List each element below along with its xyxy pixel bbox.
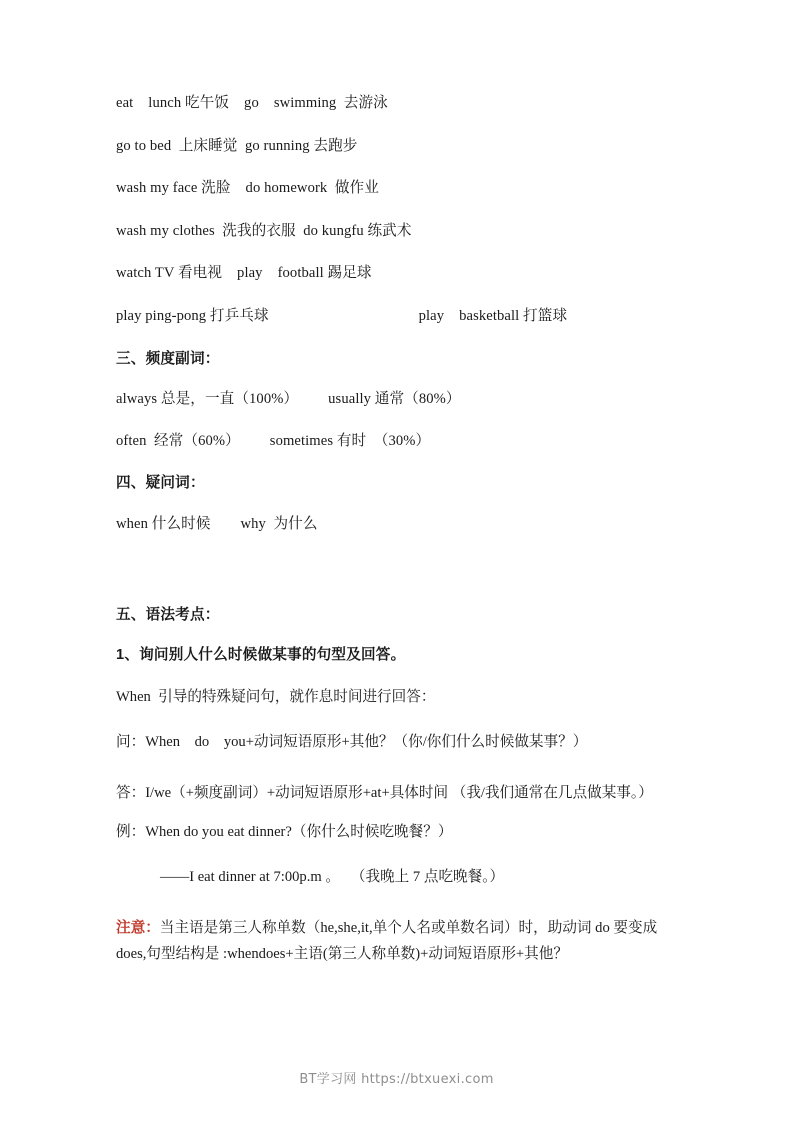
section-grammar-points: [116, 608, 689, 968]
footer-watermark: BT学习网 https://btxuexi.com: [299, 1072, 494, 1087]
vocabulary-list: [116, 96, 689, 324]
grammar-note: [116, 916, 689, 968]
section-three-heading: 三、频度副词：: [116, 350, 220, 367]
grammar-example-question: 例：When do you eat dinner?（你什么时候吃晚餐？）: [116, 823, 453, 840]
grammar-point-one-heading: 1、询问别人什么时候做某事的句型及回答。: [116, 647, 406, 664]
frequency-adverb-line: always 总是，一直（100%） usually 通常（80%）: [116, 391, 461, 408]
note-label: 注意：: [116, 920, 160, 937]
vocabulary-line: wash my clothes 洗我的衣服 do kungfu 练武术: [116, 222, 412, 239]
vocabulary-line: wash my face 洗脸 do homework 做作业: [116, 180, 379, 197]
question-word-line: when 什么时候 why 为什么: [116, 515, 318, 532]
grammar-example-answer: ——I eat dinner at 7:00p.m 。 （我晚上 7 点吃晚餐。）: [160, 869, 505, 886]
section-four-heading: 四、疑问词：: [116, 475, 205, 492]
section-frequency-adverbs: [116, 352, 689, 449]
note-text: 当主语是第三人称单数（he,she,it,单个人名或单数名词）时，助动词 do 要变成 does,句型结构是 :whendoes+主语(第三人称单数)+动词短语原形+其他？: [116, 920, 658, 963]
frequency-adverb-line: often 经常（60%） sometimes 有时 （30%）: [116, 433, 431, 450]
section-five-heading: 五、语法考点：: [116, 606, 220, 623]
vocabulary-line: go to bed 上床睡觉 go running 去跑步: [116, 137, 358, 154]
vocabulary-line: play ping-pong 打乒乓球 play basketball 打篮球: [116, 307, 568, 324]
grammar-question-pattern: 问：When do you+动词短语原形+其他？（你/你们什么时候做某事？）: [116, 734, 588, 751]
vocabulary-line: watch TV 看电视 play football 踢足球: [116, 265, 372, 282]
vocabulary-line: eat lunch 吃午饭 go swimming 去游泳: [116, 95, 388, 111]
section-question-words: [116, 476, 689, 531]
grammar-answer-pattern: 答：I/we（+频度副词）+动词短语原形+at+具体时间 （我/我们通常在几点做某事。）: [116, 784, 653, 801]
grammar-intro-line: When 引导的特殊疑问句，就作息时间进行回答：: [116, 688, 436, 705]
